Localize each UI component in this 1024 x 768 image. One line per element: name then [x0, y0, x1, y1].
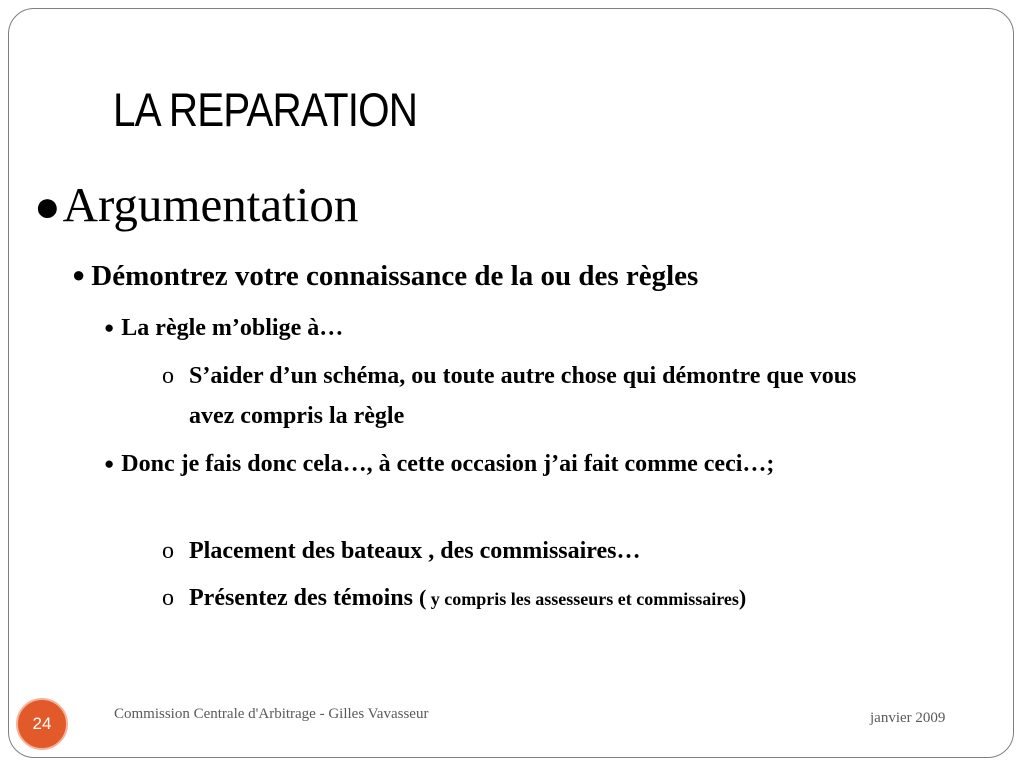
sub1-item1-text: S’aider d’un schéma, ou toute autre chose qui démontre que vous avez compris la règle	[189, 363, 857, 429]
sub2-item1-text: Placement des bateaux , des commissaires…	[189, 538, 641, 564]
bullet-point1	[72, 262, 698, 291]
sub1-text: La règle m’oblige à…	[121, 315, 344, 341]
circle-bullet-icon: o	[162, 585, 174, 611]
heading-text: Argumentation	[62, 177, 359, 232]
footer-left-text: Commission Centrale d'Arbitrage - Gilles Vavasseur	[114, 706, 429, 722]
circle-bullet-icon: o	[162, 538, 174, 564]
sub2-item2-note: y compris les assesseurs et commissaires	[426, 589, 739, 609]
bullet-icon: ●	[104, 454, 115, 473]
footer-date: janvier 2009	[870, 710, 946, 726]
bullet-argumentation	[34, 177, 359, 232]
bullet-sub2	[104, 444, 954, 486]
bullet-sub2-item1	[162, 531, 641, 571]
sub2-item2-main: Présentez des témoins	[189, 585, 413, 611]
bullet-icon: ●	[34, 182, 61, 231]
bullet-sub1-item1	[162, 356, 879, 436]
bullet-icon: ●	[104, 318, 115, 337]
page-number-badge	[16, 698, 68, 750]
bullet-sub1	[104, 308, 343, 350]
circle-bullet-icon: o	[162, 363, 174, 389]
paren-open: (	[418, 585, 427, 610]
bullet-sub2-item2	[162, 578, 747, 619]
point1-text: Démontrez votre connaissance de la ou des règles	[91, 260, 699, 292]
page-number: 24	[32, 714, 52, 733]
paren-close: )	[738, 585, 747, 610]
slide-title: LA REPARATION	[113, 83, 418, 136]
bullet-icon: ●	[72, 262, 86, 287]
sub2-text: Donc je fais donc cela…, à cette occasion j’ai fait comme ceci…;	[121, 451, 775, 477]
